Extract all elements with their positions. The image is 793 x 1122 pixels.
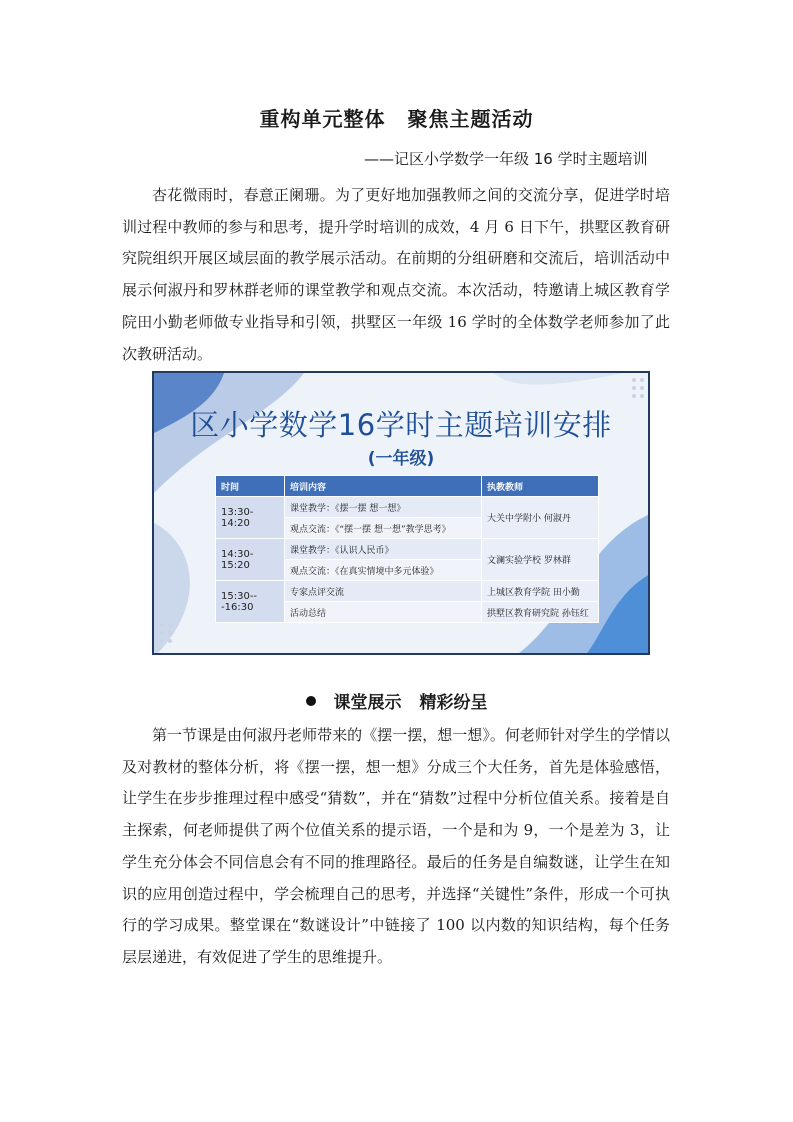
row-content: 专家点评交流 [285,581,482,602]
page-subtitle: ——记区小学数学一年级 16 学时主题培训 [364,150,648,168]
row-content: 课堂教学：《认识人民币》 [285,539,482,560]
row-content: 课堂教学：《摆一摆 想一想》 [285,497,482,518]
title-part-2: 聚焦主题活动 [407,107,534,131]
row-teacher: 上城区教育学院 田小勤 [482,581,599,602]
row-time: 15:30---16:30 [216,581,285,623]
section-body-text: 第一节课是由何淑丹老师带来的《摆一摆，想一想》。何老师针对学生的学情以及对教材的整体分析，将《摆一摆，想一想》分成三个大任务，首先是体验感悟，让学生在步步推理过程中感受“猜数”，并在“猜数”过程中分析位值关系。接着是自主探索，何老师提供了两个位值关系的提示语，一个是和为 9，一个是差为 3，让学生充分体会不同信息会有不同的推理路径。最后的任务是自编数谜，让学生在知识的应用创造过程中，学会梳理自己的思考，并选择“关键性”条件，形成一个可执行的学习成果。整堂课在“数谜设计”中链接了 100 以内数的知识结构，每个任务层层递进，有效促进了学生的思维提升。 [122,726,670,966]
row-teacher: 文澜实验学校 罗林群 [482,539,599,581]
header-time: 时间 [216,476,285,497]
section-heading-part-1: 课堂展示 [333,693,402,713]
page-title [0,103,793,132]
slide-title: 区小学数学16学时主题培训安排 [190,408,612,442]
row-time: 14:30-15:20 [216,539,285,581]
schedule-table [215,475,599,623]
section-heading [0,688,793,713]
section-heading-part-2: 精彩纷呈 [419,693,488,713]
title-part-1: 重构单元整体 [259,107,386,131]
row-teacher: 拱墅区教育研究院 孙钰红 [482,602,599,623]
row-content: 观点交流：《“摆一摆 想一想”教学思考》 [285,518,482,539]
row-content: 观点交流：《在真实情境中多元体验》 [285,560,482,581]
intro-text: 杏花微雨时，春意正阑珊。为了更好地加强教师之间的交流分享，促进学时培训过程中教师的参与和思考，提升学时培训的成效，4 月 6 日下午，拱墅区教育研究院组织开展区域层面的教学展示活动。在前期的分组研磨和交流后，培训活动中展示何淑丹和罗林群老师的课堂教学和观点交流。本次活动，特邀请上城区教育学院田小勤老师做专业指导和引领，拱墅区一年级 16 学时的全体数学老师参加了此次教研活动。 [122,186,670,363]
header-teacher: 执教教师 [482,476,599,497]
table-header-row [216,476,599,497]
row-time: 13:30-14:20 [216,497,285,539]
row-content: 活动总结 [285,602,482,623]
section-paragraph [122,720,670,974]
table-row [216,539,599,560]
slide-subtitle: (一年级) [367,449,435,469]
bullet-icon [306,696,316,706]
intro-paragraph [122,180,670,370]
training-schedule-slide [152,371,650,655]
header-content: 培训内容 [285,476,482,497]
table-row [216,581,599,602]
table-row [216,497,599,518]
row-teacher: 大关中学附小 何淑丹 [482,497,599,539]
